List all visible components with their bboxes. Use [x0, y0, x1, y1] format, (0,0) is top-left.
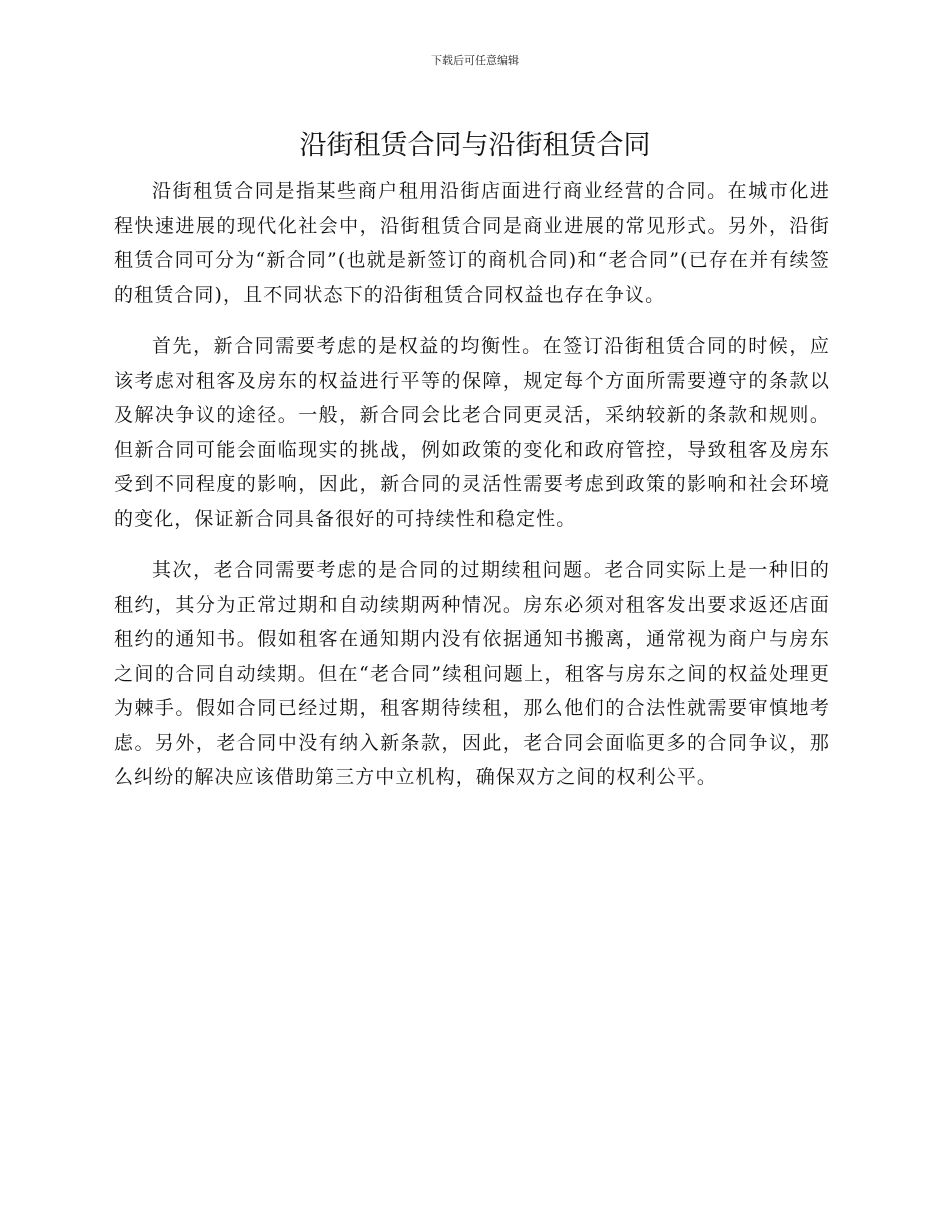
paragraph-old-contract: 其次，老合同需要考虑的是合同的过期续租问题。老合同实际上是一种旧的租约，其分为正常过期和自动续期两种情况。房东必须对租客发出要求返还店面租约的通知书。假如租客在通知期内没有依据通知书搬离，通常视为商户与房东之间的合同自动续期。但在“老合同”续租问题上，租客与房东之间的权益处理更为棘手。假如合同已经过期，租客期待续租，那么他们的合法性就需要审慎地考虑。另外，老合同中没有纳入新条款，因此，老合同会面临更多的合同争议，那么纠纷的解决应该借助第三方中立机构，确保双方之间的权利公平。	[114, 559, 830, 788]
header-note: 下载后可任意编辑	[431, 54, 519, 67]
document-body	[114, 174, 830, 812]
paragraph-new-contract: 首先，新合同需要考虑的是权益的均衡性。在签订沿街租赁合同的时候，应该考虑对租客及房东的权益进行平等的保障，规定每个方面所需要遵守的条款以及解决争议的途径。一般，新合同会比老合同更灵活，采纳较新的条款和规则。但新合同可能会面临现实的挑战，例如政策的变化和政府管控，导致租客及房东受到不同程度的影响，因此，新合同的灵活性需要考虑到政策的影响和社会环境的变化，保证新合同具备很好的可持续性和稳定性。	[114, 335, 830, 530]
document-title: 沿街租赁合同与沿街租赁合同	[299, 130, 651, 161]
paragraph-intro: 沿街租赁合同是指某些商户租用沿街店面进行商业经营的合同。在城市化进程快速进展的现代化社会中，沿街租赁合同是商业进展的常见形式。另外，沿街租赁合同可分为“新合同”(也就是新签订的商机合同)和“老合同”(已存在并有续签的租赁合同)，且不同状态下的沿街租赁合同权益也存在争议。	[114, 180, 830, 306]
